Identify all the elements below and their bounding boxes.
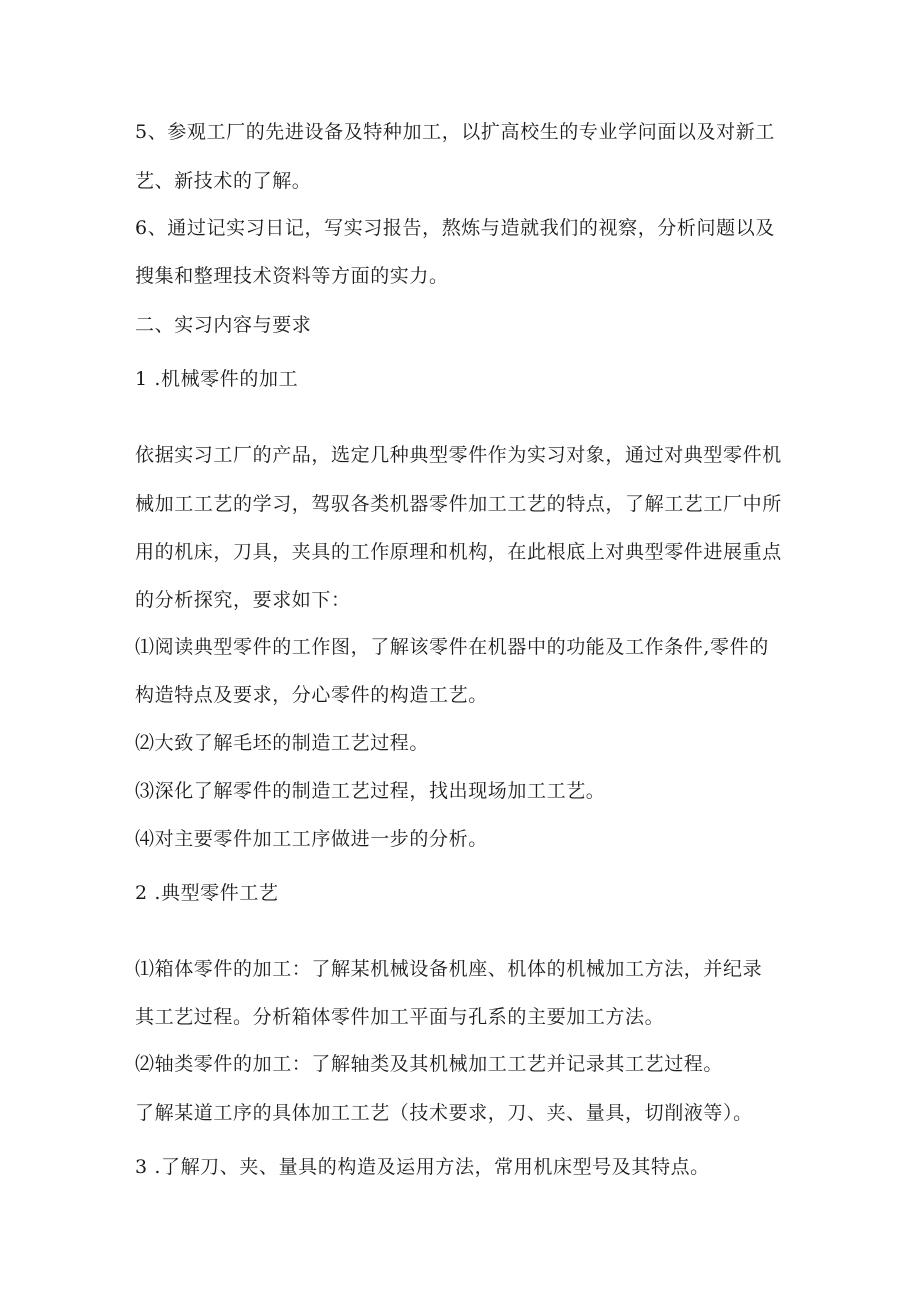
list-item-continued: 构造特点及要求，分心零件的构造工艺。 [135, 684, 488, 706]
section-heading: 二、实习内容与要求 [135, 314, 312, 336]
list-item: ⑵轴类零件的加工：了解轴类及其机械加工工艺并记录其工艺过程。 [135, 1053, 724, 1075]
paragraph-line: 了解某道工序的具体加工工艺（技术要求，刀、夹、量具，切削液等）。 [135, 1102, 753, 1124]
list-item: ⑴箱体零件的加工：了解某机械设备机座、机体的机械加工方法，并纪录 [135, 958, 763, 980]
paragraph-line: 6、通过记实习日记，写实习报告，熬炼与造就我们的视察，分析问题以及 [135, 217, 775, 239]
list-item: ⑴阅读典型零件的工作图，了解该零件在机器中的功能及工作条件,零件的 [135, 636, 769, 658]
list-item: ⑷对主要零件加工工序做进一步的分析。 [135, 828, 488, 850]
paragraph-line: 艺、新技术的了解。 [135, 170, 312, 192]
list-item: ⑶深化了解零件的制造工艺过程，找出现场加工工艺。 [135, 780, 606, 802]
paragraph-line: 用的机床，刀具，夹具的工作原理和机构，在此根底上对典型零件进展重点 [135, 541, 782, 563]
paragraph-line: 搜集和整理技术资料等方面的实力。 [135, 265, 449, 287]
list-item: ⑵大致了解毛坯的制造工艺过程。 [135, 732, 430, 754]
subsection-heading: 3 .了解刀、夹、量具的构造及运用方法，常用机床型号及其特点。 [135, 1156, 710, 1178]
paragraph-line: 5、参观工厂的先进设备及特种加工，以扩高校生的专业学问面以及对新工 [135, 121, 775, 143]
list-item-continued: 其工艺过程。分析箱体零件加工平面与孔系的主要加工方法。 [135, 1006, 665, 1028]
subsection-heading: 1 .机械零件的加工 [135, 368, 299, 390]
paragraph-line: 依据实习工厂的产品，选定几种典型零件作为实习对象，通过对典型零件机 [135, 444, 782, 466]
subsection-heading: 2 .典型零件工艺 [135, 882, 279, 904]
paragraph-line: 械加工工艺的学习，驾驭各类机器零件加工工艺的特点，了解工艺工厂中所 [135, 493, 782, 515]
paragraph-line: 的分析探究，要求如下： [135, 589, 351, 611]
